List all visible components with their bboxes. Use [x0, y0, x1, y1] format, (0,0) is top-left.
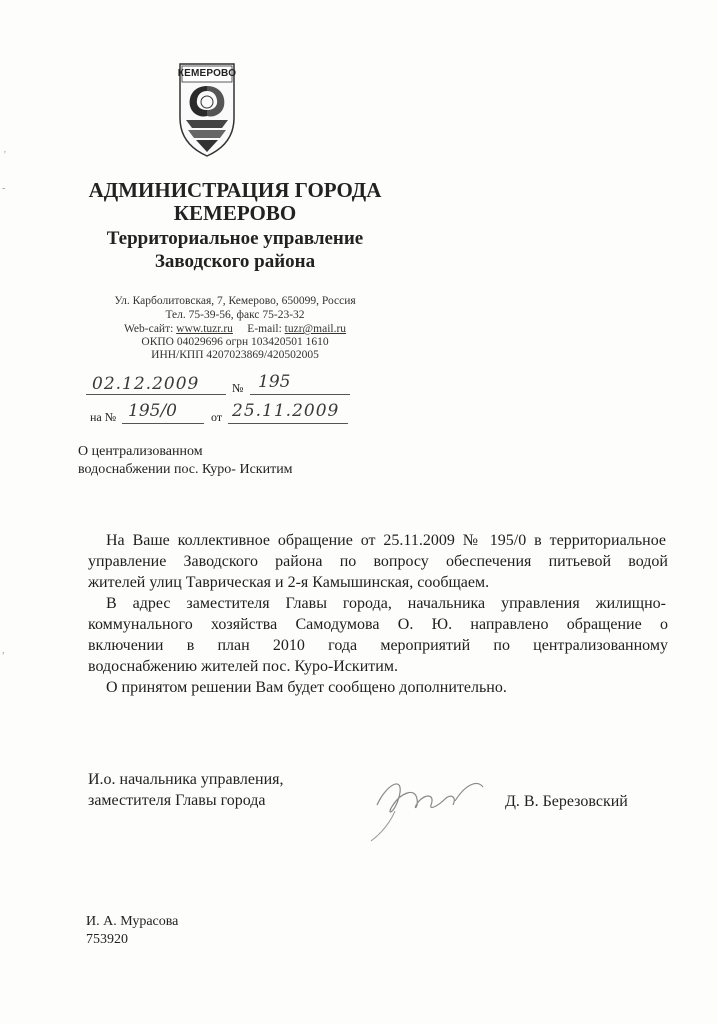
body-p2-line-1: В адрес заместителя Главы города, начальника управления жилищно- — [106, 595, 666, 612]
executor-name: И. А. Мурасова — [86, 914, 179, 929]
outgoing-date: 02.12.2009 — [92, 374, 200, 394]
body-p1-line-2: управление Заводского района по вопросу обеспечения питьевой водой — [88, 553, 668, 570]
outgoing-number-line — [250, 394, 350, 395]
crest-label: КЕМЕРОВО — [177, 68, 237, 79]
org-subtitle-line-2: Заводского района — [154, 251, 316, 272]
body-p1-line-3: жителей улиц Таврическая и 2-я Камышинская, сообщаем. — [88, 574, 490, 591]
body-p2-line-2: коммунального хозяйства Самодумова О. Ю. направлено обращение о — [88, 616, 668, 633]
incoming-date-line — [228, 423, 348, 424]
address-web-email — [60, 322, 410, 336]
signer-title-line-1: И.о. начальника управления, — [88, 771, 284, 788]
address-phone: Тел. 75-39-56, факс 75-23-32 — [165, 309, 305, 321]
address-street: Ул. Карболитовская, 7, Кемерово, 650099, Россия — [114, 295, 356, 307]
incoming-ref-label: на № — [90, 410, 117, 424]
web-link[interactable]: www.tuzr.ru — [176, 323, 233, 335]
handwritten-signature — [365, 765, 495, 845]
subject-line-1: О централизованном — [78, 444, 203, 459]
outgoing-number-label: № — [232, 381, 244, 395]
org-subtitle-line-1: Территориальное управление — [106, 228, 364, 249]
signer-name: Д. В. Березовский — [505, 793, 628, 810]
email-link[interactable]: tuzr@mail.ru — [284, 323, 347, 335]
body-p2-line-3: включении в план 2010 года мероприятий по централизованному — [88, 637, 668, 654]
signer-title-line-2: заместителя Главы города — [88, 792, 266, 809]
coat-of-arms — [176, 62, 238, 158]
body-p2-line-4: водоснабжению жителей пос. Куро-Искитим. — [88, 658, 398, 675]
body-p3-line-1: О принятом решении Вам будет сообщено дополнительно. — [106, 679, 507, 696]
org-title-line-1: АДМИНИСТРАЦИЯ ГОРОДА — [88, 178, 382, 202]
outgoing-number: 195 — [258, 372, 291, 392]
address-okpo: ОКПО 04029696 огрн 103420501 1610 — [141, 336, 329, 348]
subject-line-2: водоснабжении пос. Куро- Искитим — [78, 462, 293, 477]
incoming-ref-date: 25.11.2009 — [232, 401, 340, 421]
org-title-line-2: КЕМЕРОВО — [173, 201, 297, 225]
scan-mark: ' — [4, 150, 6, 161]
executor-phone: 753920 — [86, 932, 128, 947]
email-label: E-mail: — [247, 323, 282, 335]
scan-mark: - — [2, 183, 6, 194]
outgoing-date-line — [86, 394, 226, 395]
incoming-from-label: от — [211, 410, 223, 424]
address-inn: ИНН/КПП 4207023869/420502005 — [151, 349, 319, 361]
incoming-ref-number: 195/0 — [128, 401, 177, 421]
web-label: Web-сайт: — [123, 323, 174, 335]
scan-mark: , — [2, 645, 5, 656]
incoming-ref-line — [122, 423, 204, 424]
body-p1-line-1: На Ваше коллективное обращение от 25.11.2009 № 195/0 в территориальное — [106, 532, 666, 549]
